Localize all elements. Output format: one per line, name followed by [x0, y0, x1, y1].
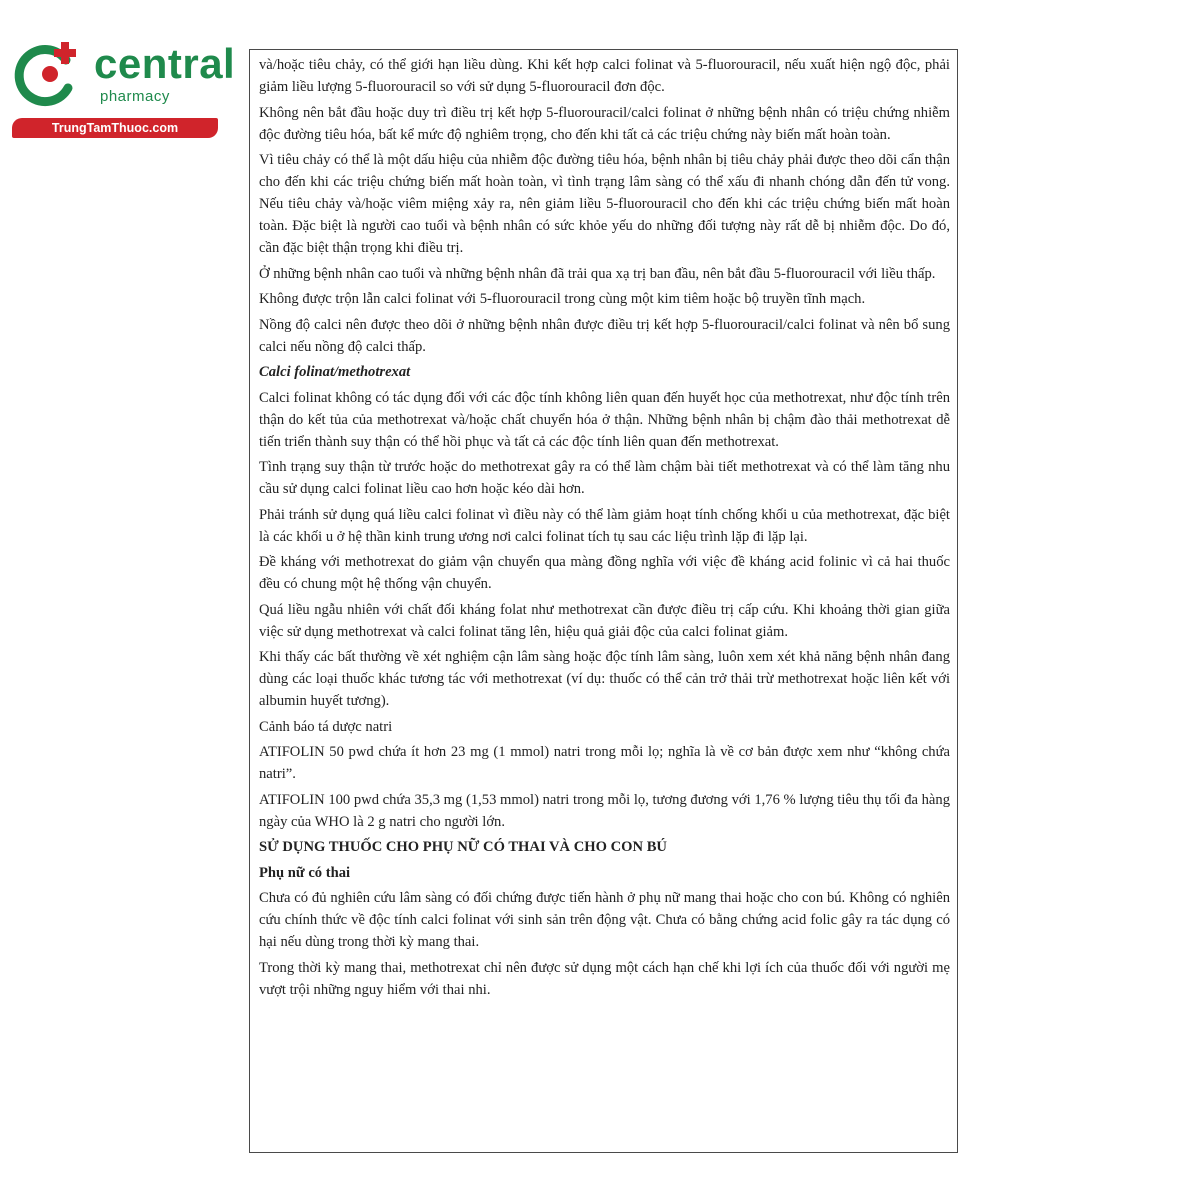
subheading-calci-folinat-methotrexat: Calci folinat/methotrexat [259, 364, 411, 380]
paragraph: Ở những bệnh nhân cao tuổi và những bệnh nhân đã trải qua xạ trị ban đầu, nên bắt đầu 5-fluorouracil với liều thấp. [259, 265, 936, 282]
central-pharmacy-logo [10, 38, 236, 138]
paragraph: Vì tiêu chảy có thể là một dấu hiệu của nhiễm độc đường tiêu hóa, bệnh nhân bị tiêu chảy phải được theo dõi cẩn thận cho đến khi các triệu chứng biến mất hoàn toàn, vì tình trạng lâm sàng có thể xấu đi nhanh chóng dẫn đến tử vong. Nếu tiêu chảy và/hoặc viêm miệng xảy ra, nên giảm liều 5-fluorouracil cho đến khi các triệu chứng biến mất hoàn toàn. Đặc biệt là người cao tuổi và bệnh nhân có sức khỏe yếu do những đối tượng này rất dễ bị nhiễm độc. Do đó, cần đặc biệt thận trọng khi điều trị. [259, 152, 950, 256]
paragraph: Quá liều ngẫu nhiên với chất đối kháng folat như methotrexat cần được điều trị cấp cứu. Khi khoảng thời gian giữa việc sử dụng methotrexat và calci folinat tăng lên, hiệu quả giải độc của calci folinat giảm. [259, 601, 950, 640]
paragraph: Không nên bắt đầu hoặc duy trì điều trị kết hợp 5-fluorouracil/calci folinat ở những bệnh nhân có triệu chứng nhiễm độc đường tiêu hóa, bất kể mức độ nghiêm trọng, cho đến khi tất cả các triệu chứng này biến mất hoàn toàn. [259, 104, 950, 143]
paragraph: Phải tránh sử dụng quá liều calci folinat vì điều này có thể làm giảm hoạt tính chống khối u của methotrexat, đặc biệt là các khối u ở hệ thần kinh trung ương nơi calci folinat tích tụ sau các liệu trình lặp đi lặp lại. [259, 506, 950, 545]
paragraph: Chưa có đủ nghiên cứu lâm sàng có đối chứng được tiến hành ở phụ nữ mang thai hoặc cho con bú. Không có nghiên cứu chính thức về độc tính calci folinat với sinh sản trên động vật. Chưa có bằng chứng acid folic gây ra tác dụng có hại nếu dùng trong thời kỳ mang thai. [259, 890, 950, 950]
paragraph: Không được trộn lẫn calci folinat với 5-fluorouracil trong cùng một kim tiêm hoặc bộ truyền tĩnh mạch. [259, 291, 866, 307]
site-badge: TrungTamThuoc.com [12, 118, 218, 138]
brand-subtitle: pharmacy [100, 88, 170, 105]
section-heading-pregnancy: SỬ DỤNG THUỐC CHO PHỤ NỮ CÓ THAI VÀ CHO CON BÚ [259, 839, 667, 855]
paragraph: và/hoặc tiêu chảy, có thể giới hạn liều dùng. Khi kết hợp calci folinat và 5-fluorouracil, nếu xuất hiện ngộ độc, phải giảm liều lượng 5-fluorouracil so với sử dụng 5-fluorouracil đơn độc. [259, 57, 950, 95]
pharmacy-cross-logo-icon [14, 38, 86, 110]
paragraph-sodium-warning-title: Cảnh báo tá dược natri [259, 718, 393, 735]
brand-name: central [94, 40, 236, 87]
paragraph: ATIFOLIN 50 pwd chứa ít hơn 23 mg (1 mmol) natri trong mỗi lọ; nghĩa là về cơ bản được xem như “không chứa natri”. [259, 744, 950, 782]
paragraph: Khi thấy các bất thường về xét nghiệm cận lâm sàng hoặc độc tính lâm sàng, luôn xem xét khả năng bệnh nhân đang dùng các loại thuốc khác tương tác với methotrexat (ví dụ: thuốc có thể cản trở thải trừ methotrexat hoặc liên kết với albumin huyết tương). [259, 649, 950, 709]
paragraph: Trong thời kỳ mang thai, methotrexat chỉ nên được sử dụng một cách hạn chế khi lợi ích của thuốc đối với người mẹ vượt trội những nguy hiểm với thai nhi. [259, 959, 950, 998]
document-page [249, 49, 958, 1153]
paragraph: Đề kháng với methotrexat do giảm vận chuyển qua màng đồng nghĩa với việc đề kháng acid folinic vì cả hai thuốc đều có chung một hệ thống vận chuyển. [259, 554, 950, 592]
paragraph: ATIFOLIN 100 pwd chứa 35,3 mg (1,53 mmol) natri trong mỗi lọ, tương đương với 1,76 % lượng tiêu thụ tối đa hàng ngày của WHO là 2 g natri cho người lớn. [259, 791, 950, 830]
paragraph: Nồng độ calci nên được theo dõi ở những bệnh nhân được điều trị kết hợp 5-fluorouracil/calci folinat và nên bổ sung calci nếu nồng độ calci thấp. [259, 316, 950, 355]
paragraph: Calci folinat không có tác dụng đối với các độc tính không liên quan đến huyết học của methotrexat, như độc tính trên thận do kết tủa của methotrexat và/hoặc chất chuyển hóa ở thận. Những bệnh nhân bị chậm đào thải methotrexat dễ tiến triển thành suy thận có thể hồi phục và tất cả các độc tính liên quan đến methotrexat. [259, 389, 950, 450]
subheading-pregnant-women: Phụ nữ có thai [259, 864, 351, 881]
paragraph: Tình trạng suy thận từ trước hoặc do methotrexat gây ra có thể làm chậm bài tiết methotrexat và có thể làm tăng nhu cầu sử dụng calci folinat liều cao hơn hoặc kéo dài hơn. [259, 459, 950, 497]
